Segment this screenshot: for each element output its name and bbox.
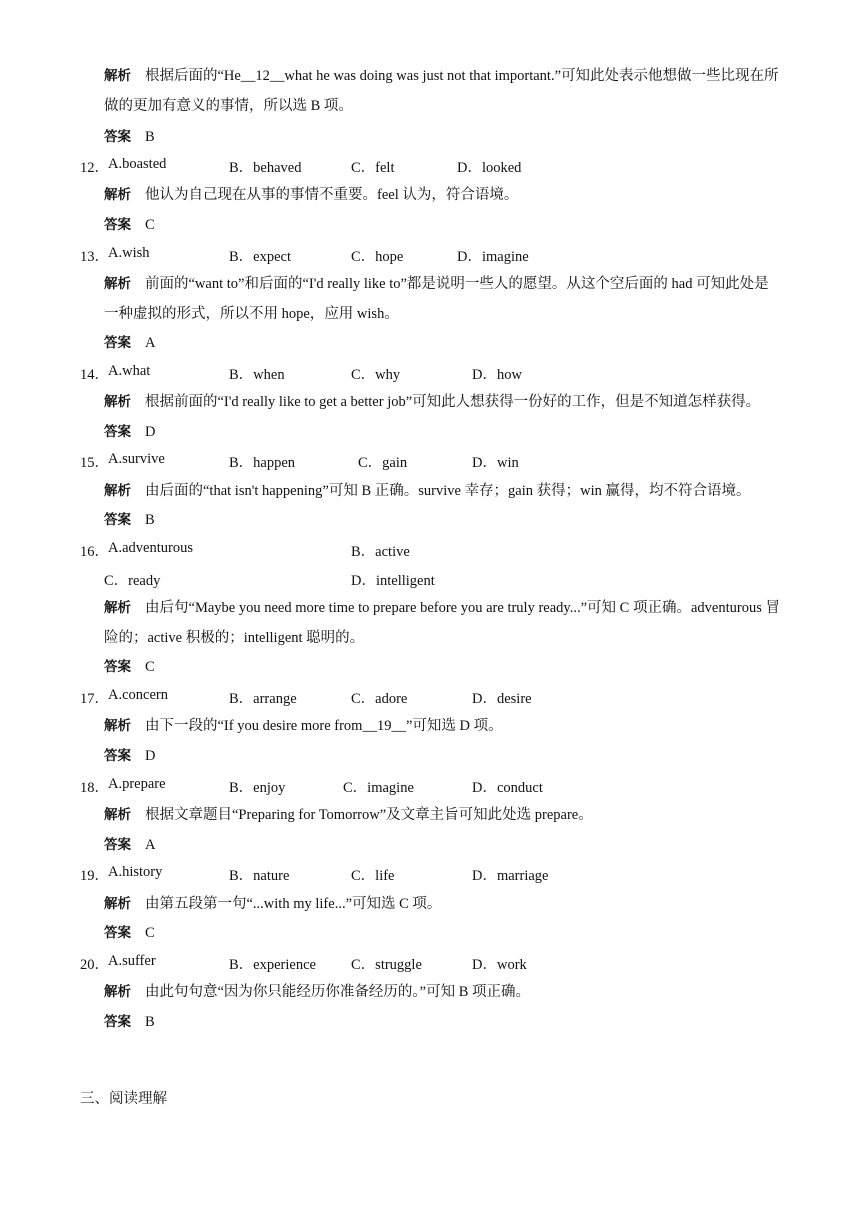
- option-b: B．arrange: [229, 691, 297, 707]
- explanation-13: [104, 270, 780, 329]
- option-c: C．struggle: [351, 957, 422, 973]
- option-a: A.survive: [108, 451, 165, 467]
- explanation-label: 解析: [104, 984, 131, 1000]
- answer-label: 答案: [104, 217, 131, 233]
- answer-17: [104, 746, 155, 766]
- answer-value: C: [145, 925, 155, 941]
- explanation-label: 解析: [104, 276, 131, 292]
- answer-value: C: [145, 659, 155, 675]
- option-c: C．felt: [351, 160, 395, 176]
- explanation-text: 由下一段的“If you desire more from__19__”可知选 D 项。: [145, 718, 503, 734]
- option-d: D．marriage: [472, 868, 549, 884]
- option-b: B．happen: [229, 455, 296, 471]
- option-d: D．desire: [472, 691, 532, 707]
- option-b: B．enjoy: [229, 780, 286, 796]
- explanation-text: 由后面的“that isn't happening”可知 B 正确。survive 幸存；gain 获得；win 赢得，均不符合语境。: [145, 483, 751, 499]
- option-d: D．work: [472, 957, 527, 973]
- explanation-label: 解析: [104, 394, 131, 410]
- option-a: A.prepare: [108, 776, 166, 792]
- answer-value: B: [145, 1014, 155, 1030]
- explanation-text: 由第五段第一句“...with my life...”可知选 C 项。: [145, 896, 442, 912]
- option-b: B．experience: [229, 957, 316, 973]
- explanation-15: [104, 481, 751, 501]
- question-number: 18．: [80, 780, 109, 796]
- option-d: D．looked: [457, 160, 522, 176]
- option-d: D．imagine: [457, 249, 529, 265]
- option-d: D．how: [472, 367, 522, 383]
- explanation-14: [104, 392, 760, 412]
- option-d: D．intelligent: [351, 573, 435, 589]
- option-a: A.concern: [108, 687, 168, 703]
- option-a: A.adventurous: [108, 540, 193, 556]
- explanation-18: [104, 805, 593, 825]
- option-a: A.history: [108, 864, 163, 880]
- option-b: B．nature: [229, 868, 290, 884]
- option-c: C．hope: [351, 249, 404, 265]
- answer-value: B: [145, 512, 155, 528]
- answer-13: [104, 333, 155, 353]
- explanation-label: 解析: [104, 718, 131, 734]
- answer-label: 答案: [104, 335, 131, 351]
- explanation-17: [104, 716, 503, 736]
- option-a: A.what: [108, 363, 151, 379]
- explanation-12: [104, 185, 518, 205]
- answer-value: C: [145, 217, 155, 233]
- question-number: 16．: [80, 544, 109, 560]
- option-c: C．why: [351, 367, 401, 383]
- explanation-label: 解析: [104, 483, 131, 499]
- answer-value: A: [145, 335, 156, 351]
- answer-label: 答案: [104, 424, 131, 440]
- answer-label: 答案: [104, 837, 131, 853]
- question-number: 12．: [80, 160, 109, 176]
- answer-15: [104, 510, 155, 530]
- explanation-16: [104, 594, 780, 653]
- answer-12: [104, 215, 155, 235]
- answer-label: 答案: [104, 1014, 131, 1030]
- option-d: D．conduct: [472, 780, 543, 796]
- explanation-11: [104, 62, 780, 121]
- option-c: C．imagine: [343, 780, 414, 796]
- answer-11: [104, 127, 155, 147]
- answer-value: A: [145, 837, 156, 853]
- answer-14: [104, 422, 155, 442]
- explanation-text: 由后句“Maybe you need more time to prepare before you are truly ready...”可知 C 项正确。adventurous 冒险的；active 积极的；intelligent 聪明的。: [104, 600, 781, 646]
- explanation-19: [104, 894, 441, 914]
- explanation-label: 解析: [104, 807, 131, 823]
- explanation-label: 解析: [104, 600, 132, 616]
- explanation-text: 前面的“want to”和后面的“I'd really like to”都是说明一些人的愿望。从这个空后面的 had 可知此处是一种虚拟的形式，所以不用 hope，应用 wish。: [104, 276, 769, 322]
- explanation-text: 根据后面的“He__12__what he was doing was just not that important.”可知此处表示他想做一些比现在所做的更加有意义的事情，所以选 B 项。: [104, 68, 779, 114]
- explanation-label: 解析: [104, 896, 131, 912]
- question-number: 15．: [80, 455, 109, 471]
- answer-value: D: [145, 748, 156, 764]
- explanation-text: 他认为自己现在从事的事情不重要。feel 认为，符合语境。: [145, 187, 519, 203]
- explanation-label: 解析: [104, 187, 131, 203]
- explanation-text: 根据文章题目“Preparing for Tomorrow”及文章主旨可知此处选 prepare。: [145, 807, 593, 823]
- section-heading: 三、阅读理解: [80, 1091, 167, 1107]
- explanation-text: 由此句句意“因为你只能经历你准备经历的。”可知 B 项正确。: [145, 984, 531, 1000]
- option-b: B．when: [229, 367, 285, 383]
- question-number: 13．: [80, 249, 109, 265]
- option-a: A.boasted: [108, 156, 167, 172]
- question-number: 19．: [80, 868, 109, 884]
- option-b: B．behaved: [229, 160, 302, 176]
- answer-20: [104, 1012, 155, 1032]
- answer-label: 答案: [104, 748, 131, 764]
- explanation-20: [104, 982, 530, 1002]
- question-number: 17．: [80, 691, 109, 707]
- answer-value: B: [145, 129, 155, 145]
- option-c: C．gain: [358, 455, 408, 471]
- answer-18: [104, 835, 155, 855]
- answer-label: 答案: [104, 925, 131, 941]
- answer-16: [104, 657, 155, 677]
- answer-label: 答案: [104, 512, 131, 528]
- option-b: B．active: [351, 544, 410, 560]
- answer-label: 答案: [104, 129, 131, 145]
- answer-19: [104, 923, 155, 943]
- option-c: C．adore: [351, 691, 408, 707]
- question-number: 14．: [80, 367, 109, 383]
- answer-label: 答案: [104, 659, 131, 675]
- option-d: D．win: [472, 455, 519, 471]
- explanation-text: 根据前面的“I'd really like to get a better job”可知此人想获得一份好的工作，但是不知道怎样获得。: [145, 394, 761, 410]
- option-c: C．life: [351, 868, 395, 884]
- option-a: A.wish: [108, 245, 150, 261]
- option-b: B．expect: [229, 249, 292, 265]
- question-number: 20．: [80, 957, 109, 973]
- explanation-label: 解析: [104, 68, 131, 84]
- option-a: A.suffer: [108, 953, 156, 969]
- option-c: C．ready: [104, 573, 161, 589]
- answer-value: D: [145, 424, 156, 440]
